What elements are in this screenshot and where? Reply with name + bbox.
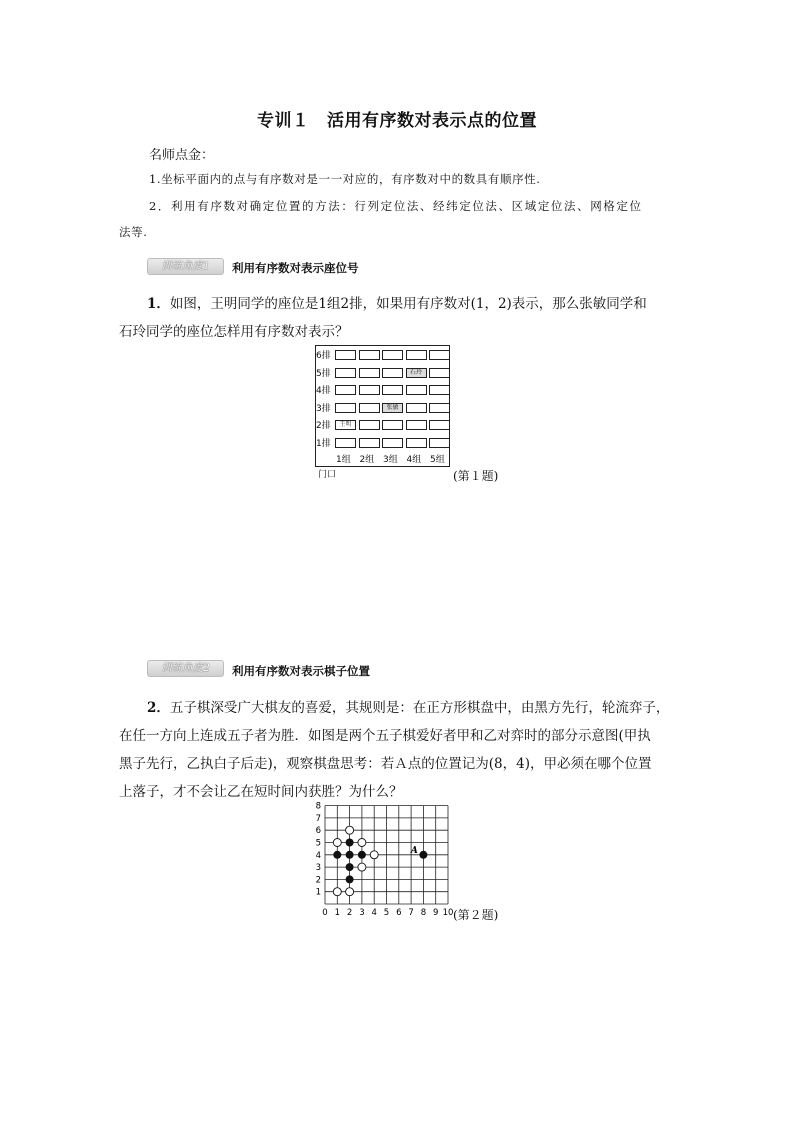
row-label: 3排 xyxy=(316,403,331,414)
group-label: 2组 xyxy=(359,455,375,465)
desk xyxy=(359,368,380,378)
question-1-number: 1． xyxy=(147,296,170,312)
question-1-text-a: 如图，王明同学的座位是1组2排，如果用有序数对(1，2)表示，那么张敏同学和 xyxy=(169,296,647,312)
group-label: 1组 xyxy=(336,455,351,465)
desk-labeled: 王明 xyxy=(335,420,356,430)
x-tick-label: 9 xyxy=(432,908,439,918)
gomoku-board-figure xyxy=(308,800,458,918)
question-1-line-1 xyxy=(147,290,647,318)
y-tick-label: 3 xyxy=(315,863,321,874)
desk xyxy=(335,385,356,395)
black-stone xyxy=(419,851,427,859)
desk xyxy=(382,368,403,378)
desk xyxy=(335,438,356,448)
y-tick-label: 5 xyxy=(315,838,321,849)
desk xyxy=(359,385,380,395)
question-2-line-1 xyxy=(147,694,669,722)
desk xyxy=(382,420,403,430)
desk-labeled: 石玲 xyxy=(406,368,427,378)
tips-heading: 名师点金： xyxy=(149,148,215,163)
desk-labeled: 张敏 xyxy=(382,403,403,413)
desk xyxy=(382,350,403,360)
black-stone xyxy=(346,839,354,847)
seating-chart-figure xyxy=(315,345,450,467)
point-a-label: A xyxy=(410,845,418,856)
black-stone xyxy=(333,851,341,859)
x-tick-label: 3 xyxy=(359,908,365,918)
desk xyxy=(429,385,450,395)
tip-line-1: 1.坐标平面内的点与有序数对是一一对应的，有序数对中的数具有顺序性. xyxy=(149,172,541,186)
tip-line-2: 2．利用有序数对确定位置的方法：行列定位法、经纬定位法、区域定位法、网格定位 xyxy=(149,199,643,213)
question-2-line-2: 在任一方向上连成五子者为胜．如图是两个五子棋爱好者甲和乙对弈时的部分示意图(甲执 xyxy=(119,728,651,744)
x-tick-label: 1 xyxy=(334,908,341,918)
y-tick-label: 8 xyxy=(315,801,321,812)
group-label: 5组 xyxy=(430,455,445,465)
black-stone xyxy=(346,875,354,883)
desk xyxy=(335,403,356,413)
desk xyxy=(359,350,380,360)
row-label: 4排 xyxy=(316,386,331,396)
group-label: 3组 xyxy=(383,455,398,465)
row-label: 6排 xyxy=(316,351,331,361)
desk xyxy=(429,350,450,360)
x-tick-label: 8 xyxy=(420,908,427,918)
desk xyxy=(429,368,450,378)
desk xyxy=(406,420,427,430)
y-tick-label: 6 xyxy=(315,826,321,837)
white-stone xyxy=(333,839,341,847)
desk xyxy=(406,438,427,448)
section-badge-1: 训练角度1 xyxy=(147,258,224,275)
black-stone xyxy=(346,863,354,871)
question-2-text-a: 五子棋深受广大棋友的喜爱，其规则是：在正方形棋盘中，由黑方先行，轮流弈子， xyxy=(169,700,670,716)
desk xyxy=(406,350,427,360)
y-tick-label: 4 xyxy=(315,850,321,861)
x-tick-label: 10 xyxy=(442,908,454,918)
x-tick-label: 4 xyxy=(371,908,377,918)
figure-1-caption: (第１题) xyxy=(453,469,499,483)
question-2-number: 2． xyxy=(147,700,170,716)
desk xyxy=(382,385,403,395)
section-title-1: 利用有序数对表示座位号 xyxy=(232,261,359,275)
question-2-line-3: 黑子先行，乙执白子后走)，观察棋盘思考：若Ａ点的位置记为(8，4)，甲必须在哪个位置 xyxy=(119,756,652,772)
figure-2-caption: (第２题) xyxy=(453,908,499,922)
question-2-line-4: 上落子，才不会让乙在短时间内获胜？为什么？ xyxy=(119,784,403,800)
x-tick-label: 5 xyxy=(383,908,390,918)
white-stone xyxy=(346,888,354,896)
desk xyxy=(335,368,356,378)
y-tick-label: 2 xyxy=(315,875,321,886)
black-stone xyxy=(358,851,366,859)
desk xyxy=(335,350,356,360)
group-label: 4组 xyxy=(406,455,422,465)
white-stone xyxy=(370,851,378,859)
section-badge-2: 训练角度2 xyxy=(147,660,224,677)
door-label: 门口 xyxy=(318,470,337,480)
desk xyxy=(406,385,427,395)
row-label: 1排 xyxy=(316,438,331,449)
x-tick-label: 7 xyxy=(408,908,414,918)
x-tick-label: 0 xyxy=(322,908,328,918)
tip-line-2-cont: 法等. xyxy=(119,225,148,239)
x-tick-label: 2 xyxy=(346,908,353,918)
white-stone xyxy=(333,888,341,896)
page-title: 专训１ 活用有序数对表示点的位置 xyxy=(257,111,537,131)
desk xyxy=(406,403,427,413)
section-title-2: 利用有序数对表示棋子位置 xyxy=(232,664,370,678)
y-tick-label: 7 xyxy=(315,813,321,824)
desk xyxy=(429,438,450,448)
desk xyxy=(382,438,403,448)
desk xyxy=(429,420,450,430)
x-tick-label: 6 xyxy=(396,908,402,918)
question-1-line-2: 石玲同学的座位怎样用有序数对表示？ xyxy=(119,324,349,340)
desk xyxy=(429,403,450,413)
desk xyxy=(359,420,380,430)
white-stone xyxy=(358,863,366,871)
white-stone xyxy=(346,826,354,834)
desk xyxy=(359,403,380,413)
y-tick-label: 1 xyxy=(315,887,321,898)
white-stone xyxy=(358,839,366,847)
row-label: 5排 xyxy=(316,368,331,379)
desk xyxy=(359,438,380,448)
row-label: 2排 xyxy=(316,421,331,431)
black-stone xyxy=(346,851,354,859)
